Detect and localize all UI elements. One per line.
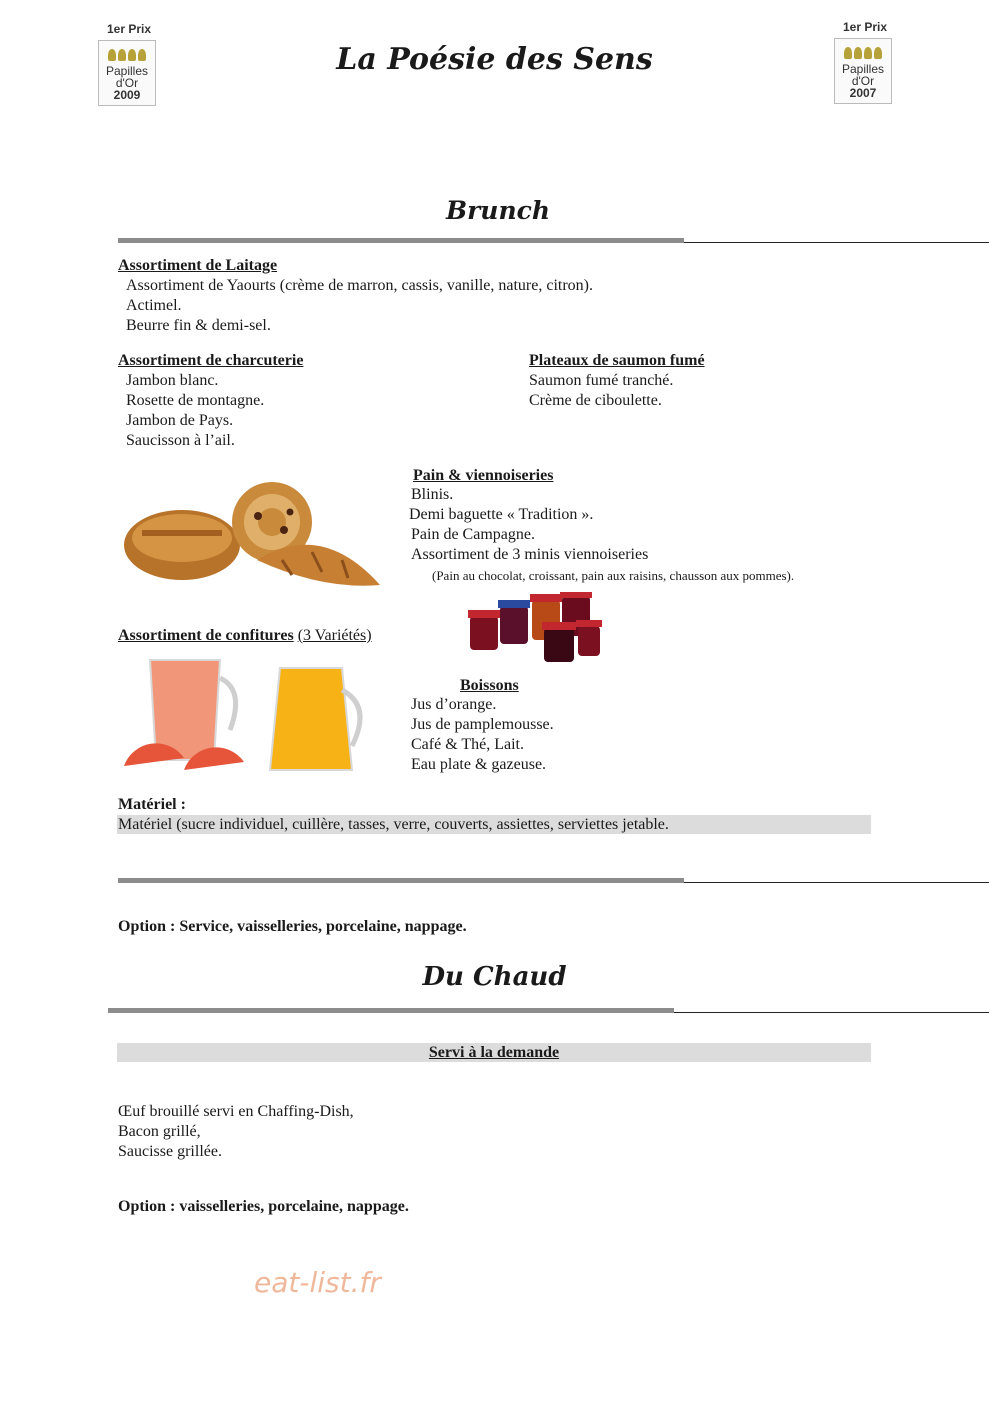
section-rule-thick bbox=[118, 238, 684, 243]
chaud-item: Saucisse grillée. bbox=[118, 1143, 222, 1160]
section-rule-thick bbox=[118, 878, 684, 883]
section-rule-thin bbox=[684, 242, 989, 243]
laitage-item: Beurre fin & demi-sel. bbox=[126, 317, 271, 334]
juices-image bbox=[120, 650, 380, 786]
chaud-heading: Du Chaud bbox=[422, 962, 567, 992]
viennoiseries-image bbox=[122, 480, 384, 600]
materiel-title: Matériel : bbox=[118, 796, 186, 813]
saumon-item: Saumon fumé tranché. bbox=[529, 372, 674, 389]
charcuterie-title: Assortiment de charcuterie bbox=[118, 352, 304, 369]
logo-name1: Papilles bbox=[841, 62, 885, 76]
logo-year: 2009 bbox=[113, 88, 141, 102]
pain-item: Blinis. bbox=[411, 486, 454, 503]
chaud-item: Bacon grillé, bbox=[118, 1123, 201, 1140]
chaud-item: Œuf brouillé servi en Chaffing-Dish, bbox=[118, 1103, 354, 1120]
logo-name2: d'Or bbox=[115, 76, 139, 90]
laitage-item: Actimel. bbox=[126, 297, 182, 314]
logo-name2: d'Or bbox=[851, 74, 875, 88]
pain-item: Demi baguette « Tradition ». bbox=[409, 506, 594, 523]
saumon-title: Plateaux de saumon fumé bbox=[529, 352, 705, 369]
servi-banner: Servi à la demande bbox=[428, 1044, 560, 1061]
saumon-item: Crème de ciboulette. bbox=[529, 392, 662, 409]
brunch-option: Option : Service, vaisselleries, porcelaine, nappage. bbox=[118, 918, 467, 935]
chaud-option: Option : vaisselleries, porcelaine, nappage. bbox=[118, 1198, 409, 1215]
pain-note: (Pain au chocolat, croissant, pain aux raisins, chausson aux pommes). bbox=[432, 568, 795, 583]
brunch-heading: Brunch bbox=[445, 196, 551, 225]
confitures-title-row bbox=[118, 626, 372, 646]
charcuterie-item: Rosette de montagne. bbox=[126, 392, 265, 409]
laitage-title: Assortiment de Laitage bbox=[118, 257, 278, 274]
charcuterie-item: Jambon blanc. bbox=[126, 372, 219, 389]
boissons-item: Eau plate & gazeuse. bbox=[411, 756, 547, 773]
pain-title: Pain & viennoiseries bbox=[413, 467, 554, 484]
page-title: La Poésie des Sens bbox=[336, 42, 653, 77]
boissons-item: Jus de pamplemousse. bbox=[411, 716, 554, 733]
boissons-item: Café & Thé, Lait. bbox=[411, 736, 524, 753]
boissons-title: Boissons bbox=[460, 677, 519, 694]
logo-prize-label: 1er Prix bbox=[842, 20, 888, 34]
section-rule-thick bbox=[108, 1008, 674, 1013]
watermark: eat-list.fr bbox=[254, 1266, 381, 1299]
section-rule-thin bbox=[674, 1012, 989, 1013]
logo-year: 2007 bbox=[849, 86, 877, 100]
charcuterie-item: Saucisson à l’ail. bbox=[126, 432, 235, 449]
confitures-suffix: (3 Variétés) bbox=[297, 627, 372, 644]
materiel-text: Matériel (sucre individuel, cuillère, tasses, verre, couverts, assiettes, serviettes jetable. bbox=[118, 816, 669, 833]
section-rule-thin bbox=[684, 882, 989, 883]
jam-jars-image bbox=[464, 592, 604, 664]
boissons-item: Jus d’orange. bbox=[411, 696, 497, 713]
logo-prize-label: 1er Prix bbox=[106, 22, 152, 36]
pain-item: Pain de Campagne. bbox=[411, 526, 535, 543]
confitures-title: Assortiment de confitures bbox=[118, 627, 294, 644]
laitage-item: Assortiment de Yaourts (crème de marron, cassis, vanille, nature, citron). bbox=[126, 277, 593, 294]
charcuterie-item: Jambon de Pays. bbox=[126, 412, 234, 429]
pain-item: Assortiment de 3 minis viennoiseries bbox=[411, 546, 649, 563]
logo-name1: Papilles bbox=[105, 64, 149, 78]
